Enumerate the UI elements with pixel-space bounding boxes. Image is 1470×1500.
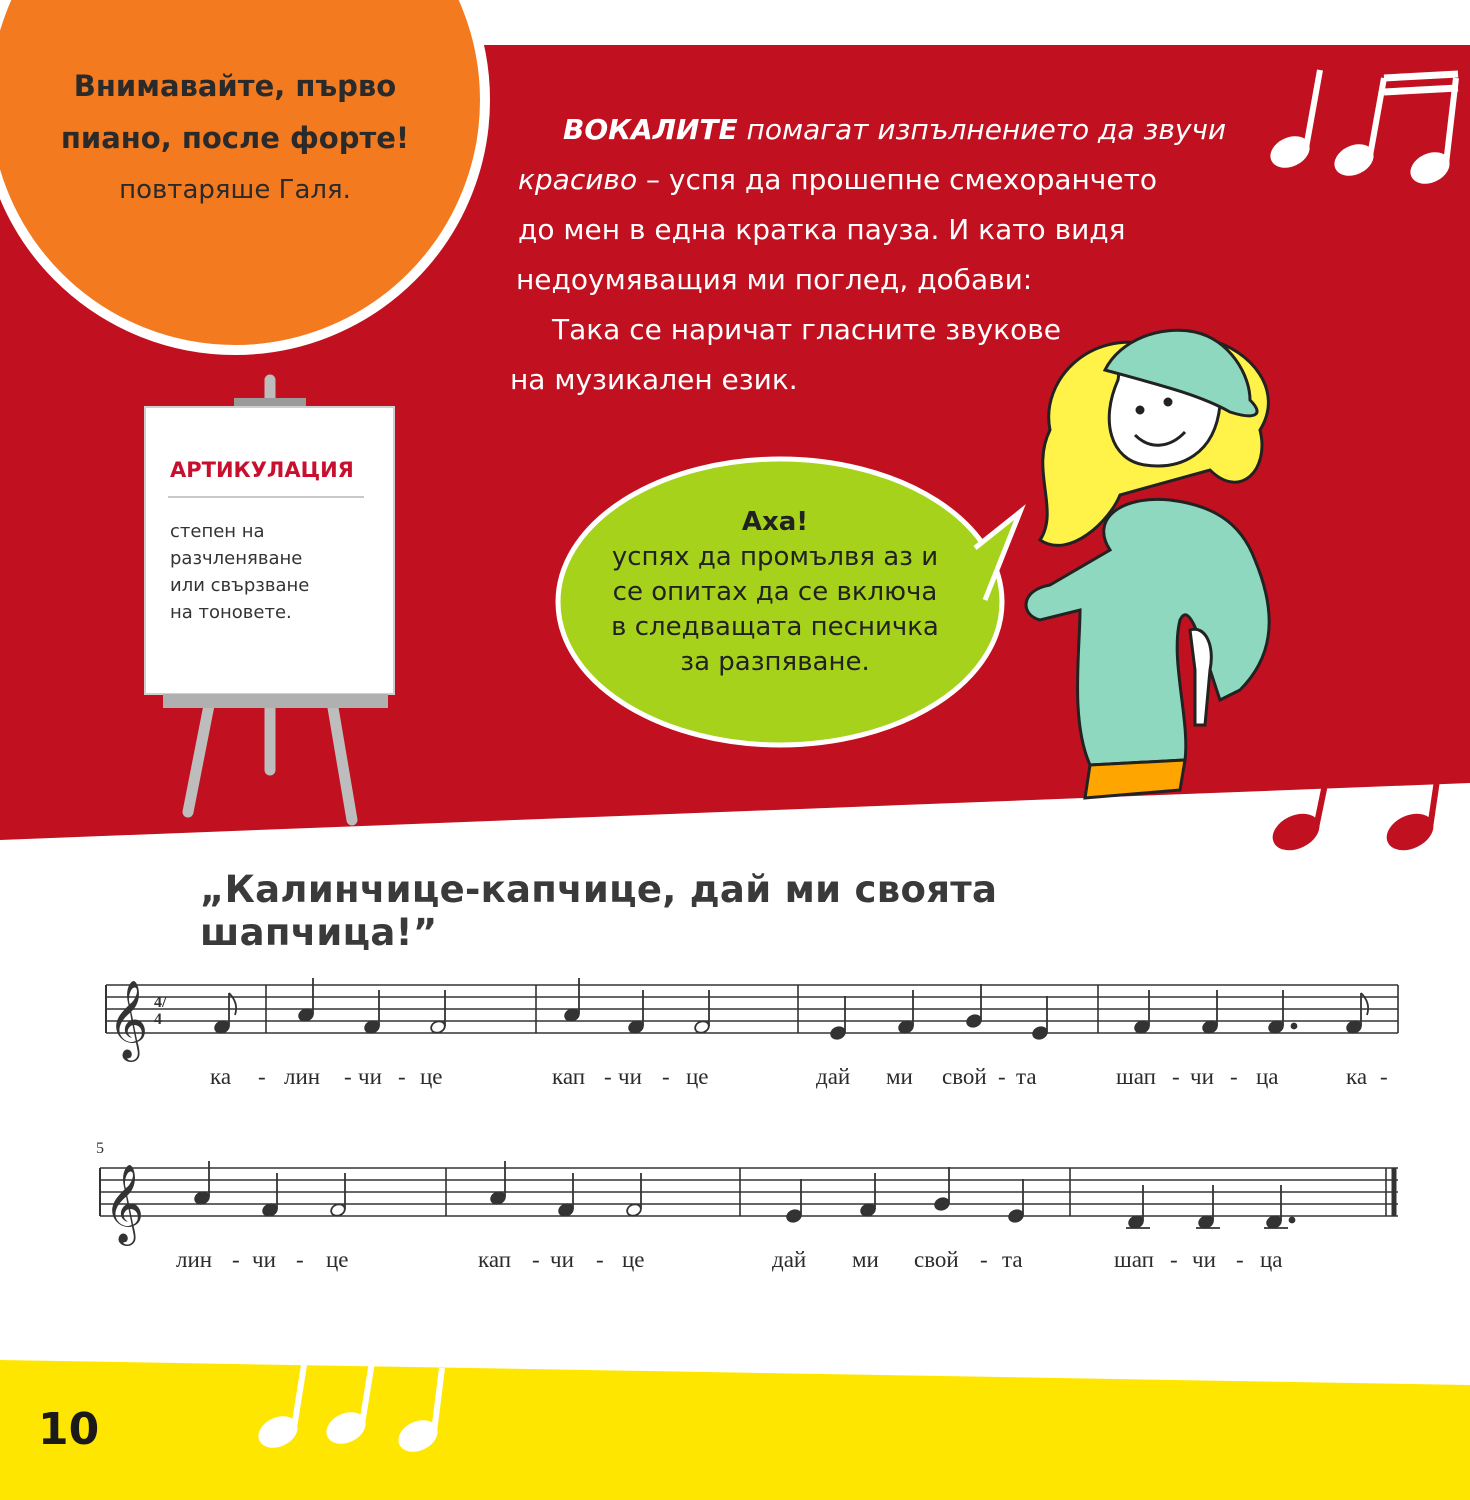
bubble-line: се опитах да се включа xyxy=(612,577,938,607)
orange-callout-text xyxy=(40,60,430,216)
lyric-syllable: кап xyxy=(478,1247,512,1272)
lyric-hyphen: - xyxy=(1170,1247,1178,1272)
lyric-syllable: та xyxy=(1016,1064,1037,1089)
lyric-syllable: чи xyxy=(618,1064,642,1089)
page-number: 10 xyxy=(38,1404,100,1455)
speech-bubble-text xyxy=(600,505,950,680)
narration-line2 xyxy=(518,155,1157,205)
lyric-syllable: ца xyxy=(1260,1247,1283,1272)
lyric-hyphen: - xyxy=(1172,1064,1180,1089)
narration-line3: до мен в една кратка пауза. И като видя xyxy=(518,213,1126,246)
narration-line4: недоумяващия ми поглед, добави: xyxy=(516,263,1033,296)
song-title: „Калинчице-капчице, дай ми своята шапчица!” xyxy=(200,868,998,954)
lyric-syllable: чи xyxy=(252,1247,276,1272)
lyric-syllable: шап xyxy=(1116,1064,1156,1089)
lyric-syllable: дай xyxy=(772,1247,807,1272)
lyric-syllable: чи xyxy=(1190,1064,1214,1089)
lyric-syllable: це xyxy=(622,1247,645,1272)
lyric-syllable: свой xyxy=(942,1064,987,1089)
narration-line6: на музикален език. xyxy=(510,363,798,396)
bubble-exclamation: Аха! xyxy=(741,507,809,537)
lyric-hyphen: - xyxy=(398,1064,406,1089)
narration-line2-italic: красиво xyxy=(518,163,638,196)
bubble-line: в следващата песничка xyxy=(611,612,939,642)
board-title: АРТИКУЛАЦИЯ xyxy=(170,458,354,482)
lyric-syllable: ца xyxy=(1256,1064,1279,1089)
board-line: или свързване xyxy=(170,575,310,596)
lyric-syllable: та xyxy=(1002,1247,1023,1272)
narration-line2-rest: – успя да прошепне смехоранчето xyxy=(645,163,1158,196)
lyric-hyphen: - xyxy=(344,1064,352,1089)
notes-row2 xyxy=(194,1161,1295,1230)
lyric-syllable: ми xyxy=(886,1064,913,1089)
lyric-hyphen: - xyxy=(980,1247,988,1272)
narration-bold-word: ВОКАЛИТЕ xyxy=(563,113,738,146)
lyric-hyphen: - xyxy=(532,1247,540,1272)
lyric-syllable: дай xyxy=(816,1064,851,1089)
lyric-syllable: чи xyxy=(358,1064,382,1089)
lyric-syllable: це xyxy=(326,1247,349,1272)
lyric-syllable: чи xyxy=(550,1247,574,1272)
lyric-syllable: кап xyxy=(552,1064,586,1089)
lyric-hyphen: - xyxy=(998,1064,1006,1089)
bubble-line: успях да промълвя аз и xyxy=(611,542,939,572)
bubble-line: за разпяване. xyxy=(680,647,870,677)
board-line: степен на xyxy=(170,521,265,542)
callout-line2: пиано, после форте! xyxy=(60,121,410,155)
yellow-footer-band xyxy=(0,1360,1470,1500)
lyric-syllable: ка xyxy=(1346,1064,1368,1089)
lyric-syllable: лин xyxy=(176,1247,213,1272)
lyric-hyphen: - xyxy=(1380,1064,1388,1089)
callout-line1: Внимавайте, първо xyxy=(73,69,397,103)
treble-clef-icon: 𝄞 xyxy=(108,980,149,1059)
lyric-syllable: ка xyxy=(210,1064,232,1089)
lyric-syllable: шап xyxy=(1114,1247,1154,1272)
lyric-syllable: ми xyxy=(852,1247,879,1272)
lyric-hyphen: - xyxy=(604,1064,612,1089)
narration-line1 xyxy=(563,105,1226,155)
music-staff-row2 xyxy=(100,1168,1398,1216)
narration-line5: Така се наричат гласните звукове xyxy=(552,313,1061,346)
treble-clef-icon: 𝄞 xyxy=(104,1164,145,1243)
lyric-hyphen: - xyxy=(662,1064,670,1089)
time-signature: 4/4 xyxy=(154,994,167,1028)
board-line: разчленяване xyxy=(170,548,303,569)
lyric-hyphen: - xyxy=(596,1247,604,1272)
lyric-hyphen: - xyxy=(258,1064,266,1089)
board-divider xyxy=(168,496,364,498)
measure-number: 5 xyxy=(96,1140,104,1157)
lyric-hyphen: - xyxy=(1236,1247,1244,1272)
lyric-hyphen: - xyxy=(296,1247,304,1272)
lyric-syllable: лин xyxy=(284,1064,321,1089)
lyric-syllable: чи xyxy=(1192,1247,1216,1272)
lyric-hyphen: - xyxy=(1230,1064,1238,1089)
lyric-syllable: це xyxy=(420,1064,443,1089)
lyric-syllable: свой xyxy=(914,1247,959,1272)
board-definition xyxy=(170,518,370,626)
board-line: на тоновете. xyxy=(170,602,292,623)
callout-line3: повтаряше Галя. xyxy=(119,175,351,205)
narration-line1-rest: помагат изпълнението да звучи xyxy=(746,113,1227,146)
lyric-syllable: це xyxy=(686,1064,709,1089)
lyric-hyphen: - xyxy=(232,1247,240,1272)
